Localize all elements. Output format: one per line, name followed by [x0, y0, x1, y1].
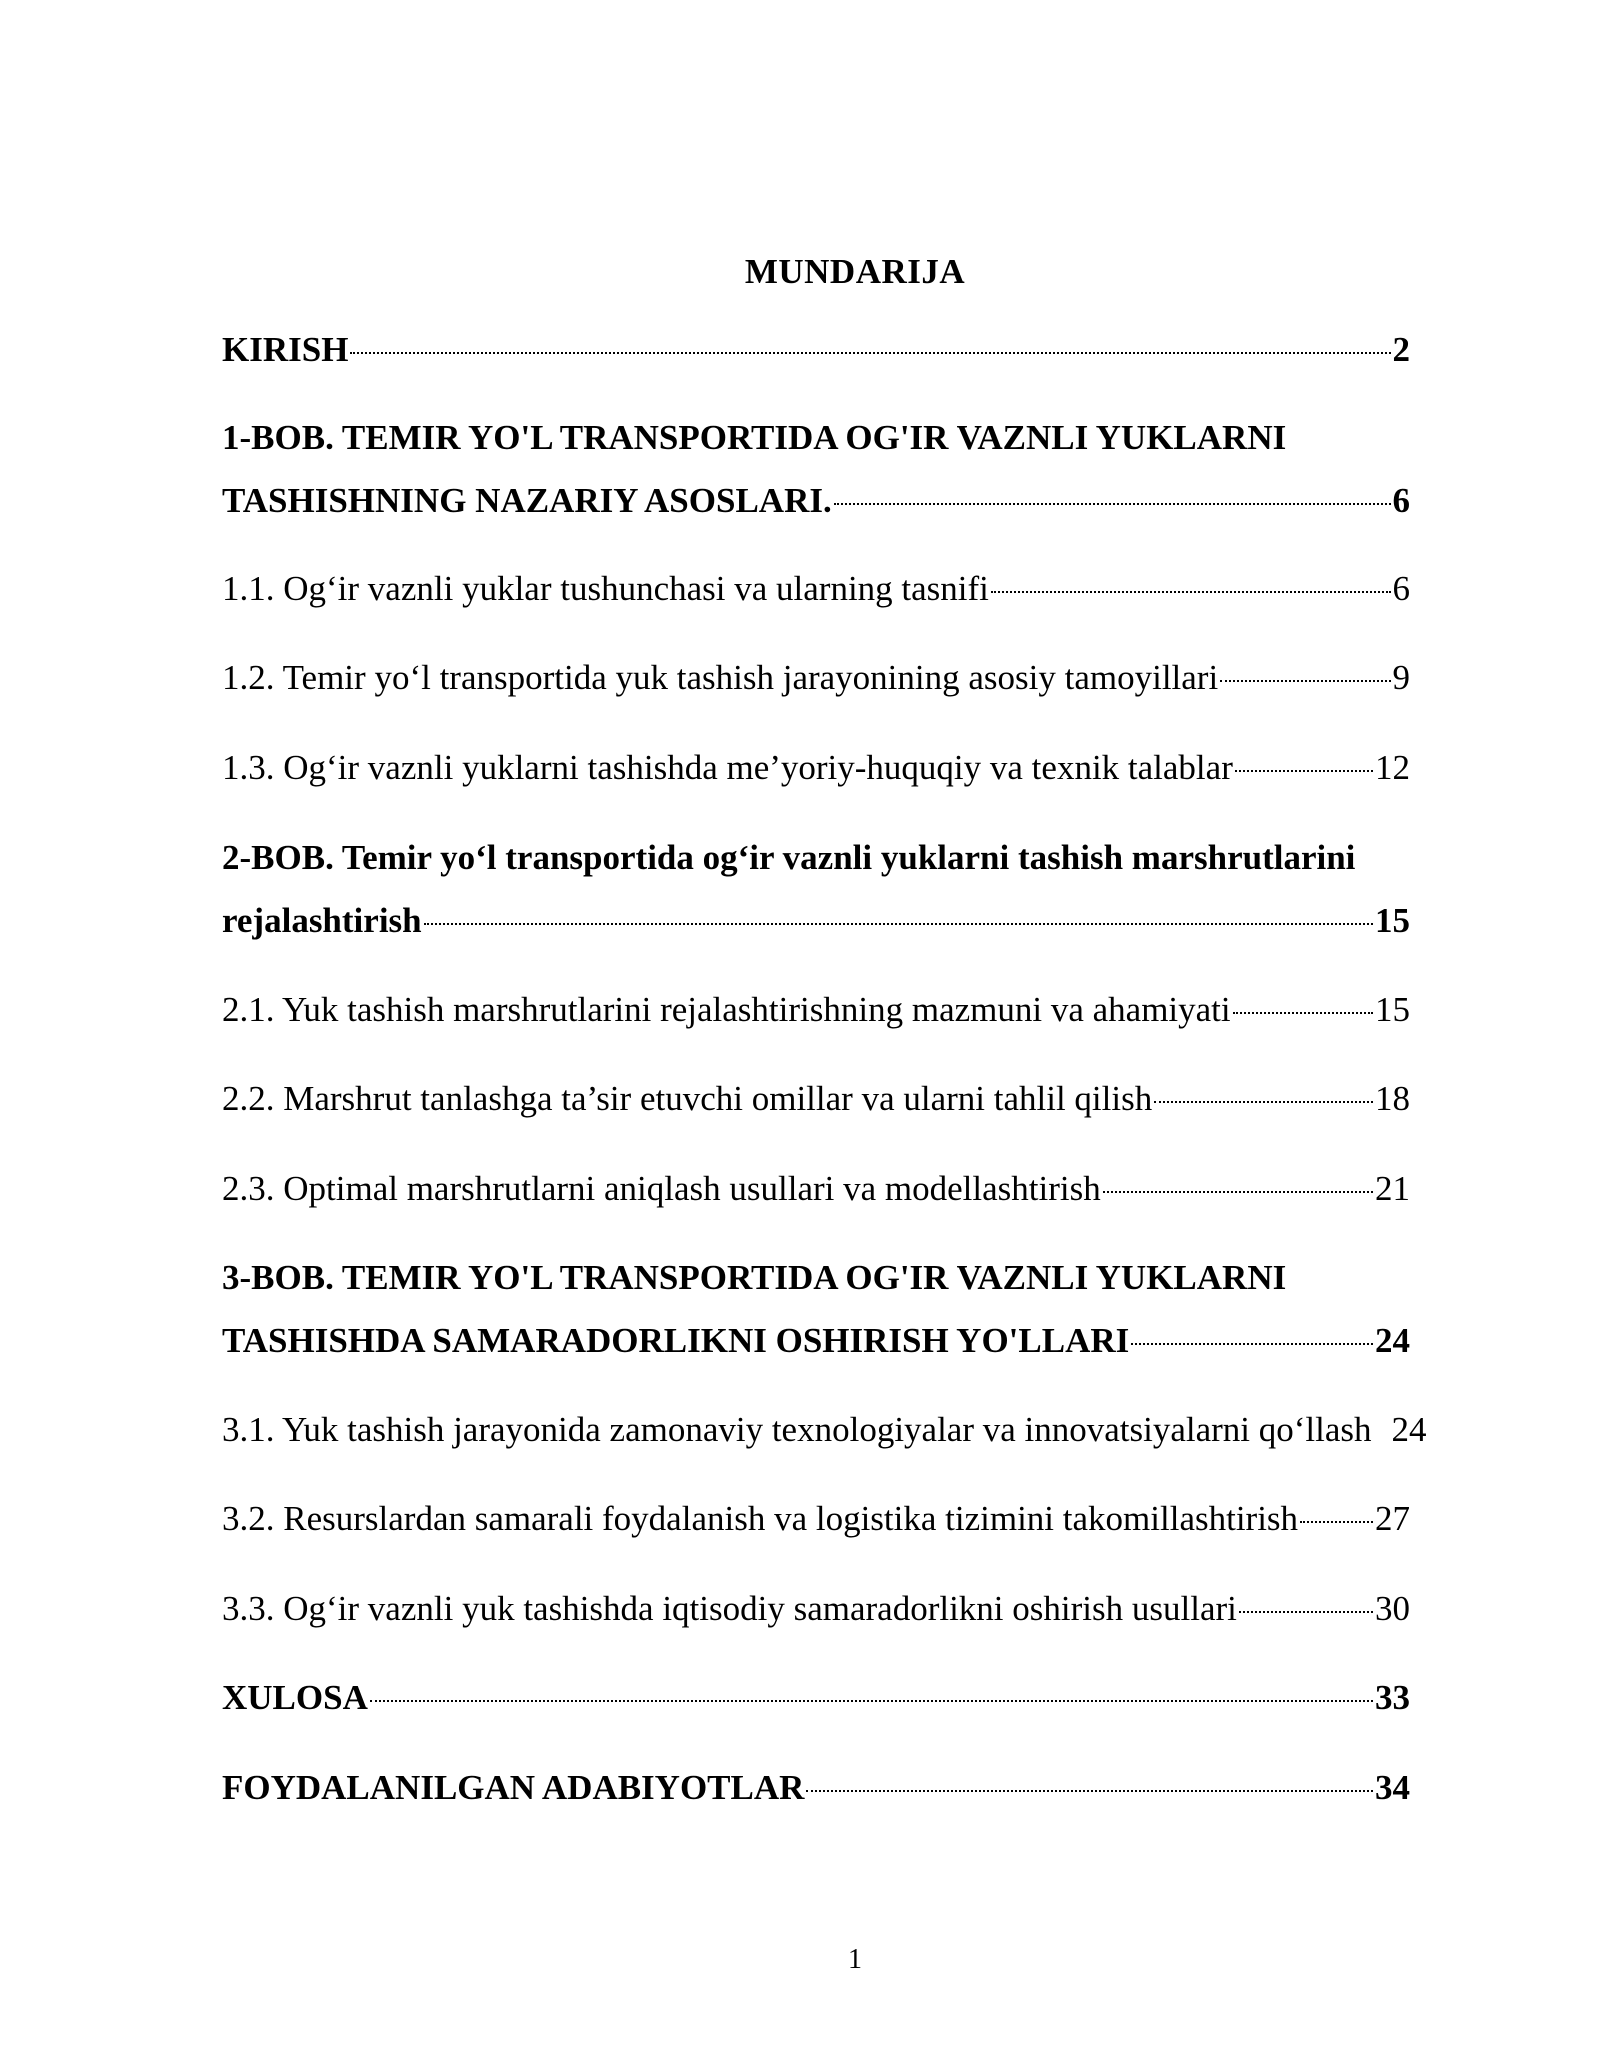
toc-entry-references	[222, 1768, 1410, 1808]
dot-leader	[424, 923, 1373, 925]
dot-leader	[350, 352, 1390, 354]
toc-title: MUNDARIJA	[744, 252, 966, 291]
toc-entry-text: 3.1. Yuk tashish jarayonida zamonaviy texnologiyalar va innovatsiyalarni qo‘llash	[222, 1410, 1372, 1449]
toc-entry-text: FOYDALANILGAN ADABIYOTLAR	[222, 1768, 805, 1807]
dot-leader	[370, 1700, 1373, 1702]
toc-entry-3-1	[222, 1410, 1427, 1450]
toc-entry-text-line2: TASHISHDA SAMARADORLIKNI OSHIRISH YO'LLARI	[222, 1321, 1130, 1360]
toc-entry-2-1	[222, 990, 1410, 1030]
toc-entry-page: 9	[1392, 658, 1410, 697]
toc-entry-text-line1: 1-BOB. TEMIR YO'L TRANSPORTIDA OG'IR VAZNLI YUKLARNI	[222, 418, 1287, 457]
toc-entry-page: 18	[1375, 1079, 1410, 1118]
toc-entry-text-line2: rejalashtirish	[222, 901, 422, 940]
dot-leader	[1220, 680, 1390, 682]
dot-leader	[1235, 770, 1373, 772]
dot-leader	[991, 591, 1391, 593]
toc-entry-text: XULOSA	[222, 1678, 368, 1717]
toc-entry-page: 15	[1375, 990, 1410, 1029]
toc-entry-3-2	[222, 1499, 1410, 1539]
toc-entry-text: KIRISH	[222, 330, 349, 369]
toc-entry-1-1	[222, 569, 1410, 609]
toc-entry-text-line1: 3-BOB. TEMIR YO'L TRANSPORTIDA OG'IR VAZNLI YUKLARNI	[222, 1258, 1287, 1297]
toc-entry-text: 1.3. Og‘ir vaznli yuklarni tashishda me’yoriy-huquqiy va texnik talablar	[222, 748, 1233, 787]
toc-entry-page: 24	[1375, 1321, 1410, 1360]
toc-entry-2-3	[222, 1169, 1410, 1209]
toc-entry-text: 1.1. Og‘ir vaznli yuklar tushunchasi va ularning tasnifi	[222, 569, 989, 608]
toc-entry-page: 6	[1392, 481, 1410, 520]
toc-entry-page: 2	[1392, 330, 1410, 369]
toc-entry-chapter-3	[222, 1258, 1410, 1361]
toc-entry-text: 2.2. Marshrut tanlashga ta’sir etuvchi omillar va ularni tahlil qilish	[222, 1079, 1153, 1118]
toc-entry-1-2	[222, 658, 1410, 698]
dot-leader	[1233, 1012, 1373, 1014]
dot-leader	[1239, 1611, 1373, 1613]
toc-entry-text: 1.2. Temir yo‘l transportida yuk tashish jarayonining asosiy tamoyillari	[222, 658, 1219, 697]
toc-entry-text-line2: TASHISHNING NAZARIY ASOSLARI.	[222, 481, 832, 520]
toc-entry-page: 15	[1375, 901, 1410, 940]
dot-leader	[1103, 1191, 1373, 1193]
toc-entry-page: 6	[1392, 569, 1410, 608]
toc-entry-page: 30	[1375, 1589, 1410, 1628]
toc-entry-page: 24	[1391, 1410, 1427, 1449]
toc-entry-3-3	[222, 1589, 1410, 1629]
toc-entry-page: 33	[1375, 1678, 1410, 1717]
toc-entry-1-3	[222, 748, 1410, 788]
toc-entry-kirish	[222, 330, 1410, 370]
dot-leader	[806, 1790, 1373, 1792]
toc-entry-text: 2.1. Yuk tashish marshrutlarini rejalashtirishning mazmuni va ahamiyati	[222, 990, 1231, 1029]
toc-entry-page: 21	[1375, 1169, 1410, 1208]
dot-leader	[1300, 1521, 1373, 1523]
toc-entry-text: 3.2. Resurslardan samarali foydalanish va logistika tizimini takomillashtirish	[222, 1499, 1299, 1538]
dot-leader	[1154, 1101, 1373, 1103]
dot-leader	[834, 503, 1391, 505]
toc-entry-page: 34	[1375, 1768, 1410, 1807]
dot-leader	[1131, 1343, 1373, 1345]
toc-entry-page: 12	[1375, 748, 1410, 787]
toc-entry-chapter-1	[222, 418, 1410, 521]
toc-entry-xulosa	[222, 1678, 1410, 1718]
page-number: 1	[848, 1944, 862, 1975]
toc-entry-text: 3.3. Og‘ir vaznli yuk tashishda iqtisodiy samaradorlikni oshirish usullari	[222, 1589, 1237, 1628]
toc-entry-page: 27	[1375, 1499, 1410, 1538]
toc-entry-text: 2.3. Optimal marshrutlarni aniqlash usullari va modellashtirish	[222, 1169, 1101, 1208]
toc-entry-chapter-2	[222, 838, 1410, 941]
toc-entry-2-2	[222, 1079, 1410, 1119]
toc-entry-text-line1: 2-BOB. Temir yo‘l transportida og‘ir vaznli yuklarni tashish marshrutlarini	[222, 838, 1356, 877]
